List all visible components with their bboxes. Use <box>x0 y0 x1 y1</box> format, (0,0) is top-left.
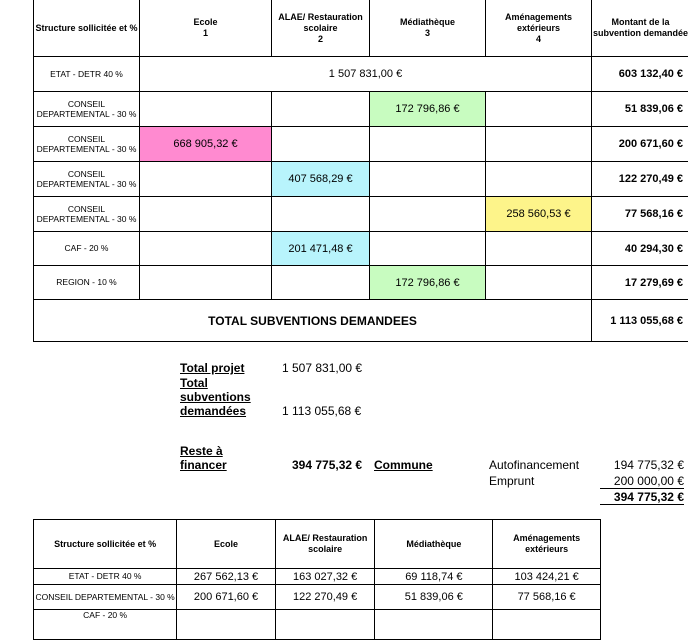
total-subventions-label: Total subventions demandées <box>180 376 251 418</box>
header-mediatheque: Médiathèque <box>375 520 493 569</box>
autofinancement-label: Autofinancement <box>489 458 579 472</box>
ecole-value: 668 905,32 € <box>140 127 272 162</box>
emprunt-value: 200 000,00 € <box>600 474 684 489</box>
row-total: 77 568,16 € <box>592 197 688 232</box>
table-row <box>34 127 688 162</box>
amenagements-value: 258 560,53 € <box>486 197 592 232</box>
table-row <box>34 197 688 232</box>
header-structure: Structure sollicitée et % <box>34 0 140 57</box>
row-total: 122 270,49 € <box>592 162 688 197</box>
reste-a-financer-value: 394 775,32 € <box>292 458 362 472</box>
row-label: CONSEIL DEPARTEMENTAL - 30 % <box>34 162 140 197</box>
row-total: 17 279,69 € <box>592 266 688 300</box>
table-row <box>34 162 688 197</box>
table-row: ETAT - DETR 40 % 267 562,13 € 163 027,32 € 69 118,74 € 103 424,21 € <box>34 569 601 585</box>
subsidy-allocation-table <box>33 0 688 342</box>
total-value: 1 113 055,68 € <box>592 300 688 342</box>
header-mediatheque: Médiathèque 3 <box>370 0 486 57</box>
commune-total-value: 394 775,32 € <box>600 490 684 505</box>
subsidy-breakdown-table <box>33 519 601 640</box>
header-amenagements: Aménagements extérieurs <box>493 520 601 569</box>
header-ecole: Ecole <box>177 520 276 569</box>
table-row <box>34 92 688 127</box>
row-label: CONSEIL DEPARTEMENTAL - 30 % <box>34 127 140 162</box>
header-alae: ALAE/ Restauration scolaire <box>275 520 375 569</box>
mediatheque-value: 172 796,86 € <box>370 92 486 127</box>
total-label: TOTAL SUBVENTIONS DEMANDEES <box>34 300 592 342</box>
table-row <box>34 232 688 266</box>
commune-label: Commune <box>374 458 433 472</box>
total-row <box>34 300 688 342</box>
table-row <box>34 57 688 92</box>
autofinancement-value: 194 775,32 € <box>600 458 684 472</box>
table-row: CONSEIL DEPARTEMENTAL - 30 % 200 671,60 € 122 270,49 € 51 839,06 € 77 568,16 € <box>34 585 601 610</box>
total-projet-value: 1 507 831,00 € <box>282 361 362 375</box>
reste-a-financer-label: Reste à financer <box>180 444 227 472</box>
alae-value: 201 471,48 € <box>272 232 370 266</box>
row-label: ETAT - DETR 40 % <box>34 57 140 92</box>
alae-value: 407 568,29 € <box>272 162 370 197</box>
row-label: CONSEIL DEPARTEMENTAL - 30 % <box>34 92 140 127</box>
row-label: REGION - 10 % <box>34 266 140 300</box>
header-montant: Montant de la subvention demandée <box>592 0 688 57</box>
row-total: 200 671,60 € <box>592 127 688 162</box>
total-projet-label: Total projet <box>180 361 244 375</box>
header-structure: Structure sollicitée et % <box>34 520 177 569</box>
merged-value-cell: 1 507 831,00 € <box>140 57 592 92</box>
mediatheque-value: 172 796,86 € <box>370 266 486 300</box>
header-alae: ALAE/ Restauration scolaire 2 <box>272 0 370 57</box>
header-ecole: Ecole 1 <box>140 0 272 57</box>
table-row: CAF - 20 % <box>34 610 601 640</box>
table-row <box>34 266 688 300</box>
row-label: CAF - 20 % <box>34 232 140 266</box>
row-total: 40 294,30 € <box>592 232 688 266</box>
total-subventions-value: 1 113 055,68 € <box>282 404 361 418</box>
row-total: 51 839,06 € <box>592 92 688 127</box>
row-label: CONSEIL DEPARTEMENTAL - 30 % <box>34 197 140 232</box>
row-total: 603 132,40 € <box>592 57 688 92</box>
emprunt-label: Emprunt <box>489 474 534 488</box>
header-amenagements: Aménagements extérieurs 4 <box>486 0 592 57</box>
